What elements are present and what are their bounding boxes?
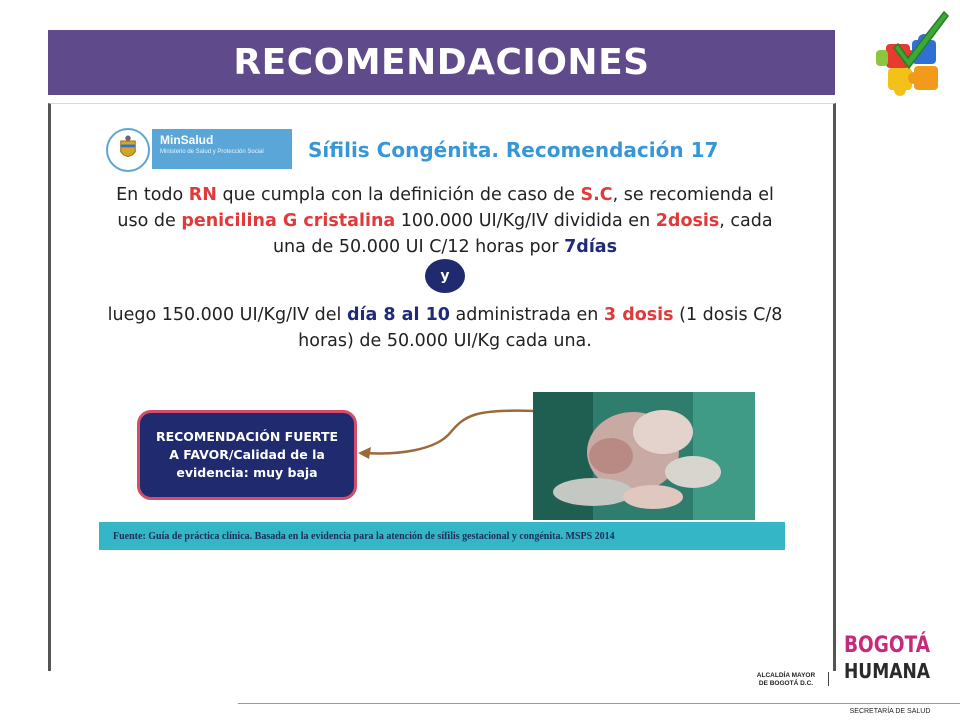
slide-title: Sífilis Congénita. Recomendación 17 [308,138,719,162]
doses-highlight: 2dosis [655,211,720,231]
footer-separator [828,672,829,686]
sc-highlight: S.C [580,185,613,205]
curved-arrow-icon [355,405,540,460]
bogota-humana-logo [842,630,947,685]
para1-text-3: , se recomienda el uso de [117,185,774,231]
dosing-paragraph-1 [100,182,790,260]
dosing-paragraph-2 [100,302,790,354]
drug-highlight: penicilina G cristalina [181,211,396,231]
recommendation-line-1: RECOMENDACIÓN FUERTE [155,429,339,444]
alcaldia-line-2: DE BOGOTÁ D.C. [758,680,814,687]
para2-text-1: luego 150.000 UI/Kg/IV del [107,305,347,325]
ministry-name: MinSalud [160,133,214,147]
recommendation-line-2: A FAVOR/Calidad de la [169,447,325,462]
page-title: RECOMENDACIONES [233,42,650,83]
recommendation-text [147,428,347,482]
para1-text-1: En todo [116,185,189,205]
connector-badge: y [425,259,465,293]
recommendation-line-3: evidencia: muy baja [176,465,318,480]
newborn-photo [533,392,755,520]
para1-text-2: que cumpla con la definición de caso de [216,185,581,205]
coat-of-arms-icon [106,128,150,172]
day-range-highlight: día 8 al 10 [346,305,450,325]
para2-text-2: administrada en [449,305,604,325]
brand-line-1: BOGOTÁ [844,633,947,658]
alcaldia-line-1: ALCALDÍA MAYOR [756,672,816,679]
puzzle-check-icon [872,10,952,100]
para1-text-4: 100.000 UI/Kg/IV dividida en [395,211,656,231]
para2-text-3: (1 dosis C/8 horas) de 50.000 UI/Kg cada una. [298,305,783,351]
title-banner [48,30,835,95]
source-citation: Fuente: Guía de práctica clínica. Basada en la evidencia para la atención de sífilis gestacional y congénita. MSPS 2014 [113,530,615,542]
doses-highlight-2: 3 dosis [603,305,674,325]
days-highlight: 7días [564,237,618,257]
footer-divider [238,703,960,704]
ministry-subtitle: Ministerio de Salud y Protección Social [160,149,264,155]
secretaria-label: SECRETARÍA DE SALUD [849,708,931,715]
minsalud-logo [152,129,292,169]
alcaldia-label [740,672,832,688]
recommendation-box [137,410,357,500]
rn-highlight: RN [188,185,217,205]
source-bar [99,522,785,550]
para1-text-5: , cada una de 50.000 UI C/12 horas por [272,211,773,257]
brand-line-2: HUMANA [844,659,931,683]
